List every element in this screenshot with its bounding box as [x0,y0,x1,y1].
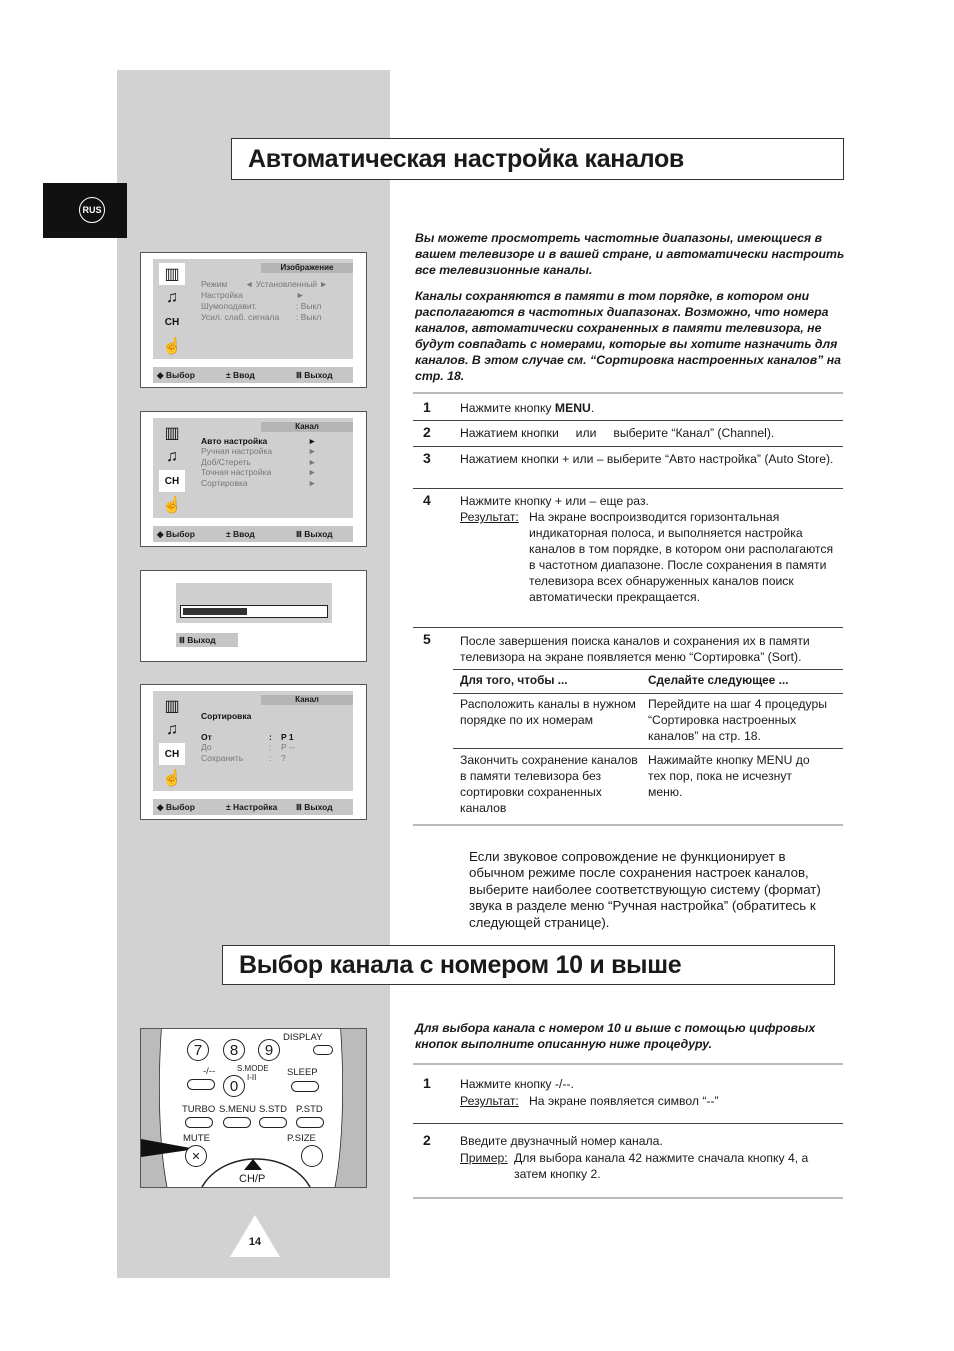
language-tab [43,183,127,238]
language-badge: RUS [79,197,105,223]
exit-hint: Ⅲ Выход [176,633,238,647]
section2-intro: Для выбора канала с номером 10 и выше с помощью цифровых кнопок выполните описанную ниже процедуру. [415,1021,816,1051]
table-cell: Закончить сохранение каналов в памяти телевизора без сортировки сохраненных каналов [460,753,638,815]
step-divider [413,420,843,421]
menu-row: Доб/Стереть ► [201,457,317,467]
exit-hint: Ⅲ Выход [296,801,333,812]
menu-row-active: От : P 1 [201,732,294,742]
select-hint: ◆ Выбор [157,369,195,380]
picture-icon: ▥ [164,425,180,442]
table-cell: Перейдите на шаг 4 процедуры “Сортировка настроенных каналов” на стр. 18. [648,697,827,743]
menu-title: Сортировка [201,711,252,721]
channel-icon: CH [164,316,180,328]
chp-label: CH/P [239,1173,266,1185]
menu-header: Канал [261,695,353,705]
osd-status-bar [153,799,353,815]
select-hint: ◆ Выбор [157,801,195,812]
channel-up-arrow-icon[interactable] [244,1159,262,1170]
menu-header: Канал [261,422,353,432]
result-label: Результат: [460,510,519,524]
sound-icon: ♫ [166,448,178,465]
table-cell: Расположить каналы в нужном порядке по их номерам [460,697,636,727]
remote-key-0[interactable]: 0 [223,1075,245,1097]
result-text: На экране появляется символ “--” [529,1094,719,1108]
page-number: 14 [248,1236,262,1248]
section-title-auto-store: Автоматическая настройка каналов [231,138,844,180]
osd-screen-channel [140,411,367,547]
menu-row: Сортировка ► [201,478,317,488]
picture-icon: ▥ [164,698,180,715]
menu-row: Усил. слаб. сигнала : Выкл [201,312,322,322]
sound-icon: ♫ [166,721,178,738]
picture-icon: ▥ [159,263,185,285]
menu-row: Сохранить : ? [201,753,286,763]
pstd-label: P.STD [296,1104,323,1115]
remote-control-illustration [140,1028,367,1188]
steps-top-rule [413,392,843,394]
osd-status-bar [153,526,353,542]
dash-key-button[interactable] [187,1079,215,1090]
step-text: Нажмите кнопку -/--. [460,1077,574,1091]
table-rule [453,748,843,749]
step-divider [413,488,843,489]
pstd-button[interactable] [296,1117,324,1128]
display-button[interactable] [313,1045,333,1055]
step-number: 1 [423,1075,431,1091]
enter-hint: ± Ввод [226,370,255,380]
intro-paragraph-1: Вы можете просмотреть частотные диапазоны, имеющиеся в вашем телевизоре и в вашей стране, и автоматически настроить все телевизионные каналы. [415,231,845,277]
osd-menu-panel [153,259,353,359]
step-text: Нажмите кнопку MENU. [460,401,595,415]
setup-hand-icon: ☝ [162,338,182,355]
result-text: На экране воспроизводится горизонтальная индикаторная полоса, и выполняется настройка каналов в том порядке, в котором они располагаются в частотном диапазоне. После сохранения в памяти телевизора всех обнаруженных каналов поиск автоматически прекращается. [529,510,834,604]
select-hint: ◆ Выбор [157,528,195,539]
enter-hint: ± Ввод [226,529,255,539]
dash-key-label: -/-- [203,1066,216,1077]
step-divider [413,627,843,628]
example-text: Для выбора канала 42 нажмите сначала кнопку 4, а затем кнопку 2. [514,1151,809,1181]
i-ii-label: I-II [247,1073,257,1082]
mute-label: MUTE [183,1133,210,1144]
menu-row-active: Авто настройка ► [201,436,317,446]
smode-label: S.MODE [237,1064,269,1073]
menu-row: Настройка ► [201,290,305,300]
psize-button[interactable] [301,1145,323,1167]
step-number: 5 [423,631,431,647]
progress-panel [176,583,332,623]
step-text: Введите двузначный номер канала. [460,1134,663,1148]
step-text: Нажатием кнопки или выберите “Канал” (Channel). [460,426,775,440]
steps-bottom-rule [413,824,843,826]
progress-bar [180,605,328,618]
step-text: Нажатием кнопки + или – выберите “Авто настройка” (Auto Store). [460,452,834,466]
step-number: 2 [423,1132,431,1148]
menu-row: Режим ◄ Установленный ► [201,279,328,289]
osd-menu-panel [153,691,353,791]
step-number: 4 [423,492,431,508]
turbo-button[interactable] [185,1117,213,1128]
table-rule [453,669,843,670]
table-rule [453,693,843,694]
remote-key-8[interactable]: 8 [223,1039,245,1061]
channel-icon: CH [159,743,185,765]
smenu-label: S.MENU [219,1104,256,1115]
step-number: 1 [423,399,431,415]
intro-paragraph-2: Каналы сохраняются в памяти в том порядке, в котором они располагаются в частотных диапазонах. Возможно, что номера каналов, автоматически сохраненных в памяти телевизора, не будут совпадать с номерами, которые вы хотите назначить для каналов. В этом случае см. “Сортировка настроенных каналов” на стр. 18. [415,289,841,383]
steps-top-rule [413,1063,843,1065]
mute-icon[interactable]: ✕ [185,1145,207,1167]
sleep-label: SLEEP [287,1067,318,1078]
turbo-label: TURBO [182,1104,216,1115]
menu-header: Изображение [261,263,353,273]
exit-hint: Ⅲ Выход [296,369,333,380]
osd-screen-progress [140,570,367,662]
sstd-label: S.STD [259,1104,287,1115]
menu-row: Шумоподавит. : Выкл [201,301,322,311]
table-cell: Нажимайте кнопку MENU до тех пор, пока не исчезнут меню. [648,753,810,799]
sound-icon: ♫ [166,289,178,306]
step-number: 3 [423,450,431,466]
osd-status-bar [153,367,353,383]
progress-fill [183,608,247,615]
steps-bottom-rule [413,1197,843,1199]
smenu-button[interactable] [223,1117,251,1128]
result-label: Результат: [460,1094,519,1108]
exit-hint: Ⅲ Выход [296,528,333,539]
osd-screen-sort [140,684,367,820]
menu-row: Ручная настройка ► [201,446,317,456]
remote-key-7[interactable]: 7 [187,1039,209,1061]
step-text: После завершения поиска каналов и сохранения их в памяти телевизора на экране появляется меню “Сортировка” (Sort). [460,634,810,664]
menu-row: До : P -- [201,742,295,752]
display-label: DISPLAY [283,1032,323,1043]
table-header-action: Сделайте следующее ... [648,673,789,687]
example-label: Пример: [460,1151,508,1165]
remote-key-9[interactable]: 9 [258,1039,280,1061]
sound-note: Если звуковое сопровождение не функционирует в обычном режиме после сохранения настроек каналов, выберите наиболее соответствующую систему (формат) звука в разделе меню “Ручная настройка” (обратитесь к следующей странице). [469,849,821,930]
channel-icon: CH [159,470,185,492]
adjust-hint: ± Настройка [226,802,278,812]
setup-hand-icon: ☝ [162,770,182,787]
sstd-button[interactable] [259,1117,287,1128]
step-number: 2 [423,424,431,440]
sleep-button[interactable] [291,1081,319,1092]
section-title-two-digit: Выбор канала с номером 10 и выше [222,945,835,985]
step-divider [413,446,843,447]
osd-screen-picture [140,252,367,388]
step-text: Нажмите кнопку + или – еще раз. [460,494,649,508]
setup-hand-icon: ☝ [162,497,182,514]
table-header-goal: Для того, чтобы ... [460,673,568,687]
osd-menu-panel [153,418,353,518]
menu-row: Точная настройка ► [201,467,317,477]
psize-label: P.SIZE [287,1133,316,1144]
step-divider [413,1123,843,1124]
